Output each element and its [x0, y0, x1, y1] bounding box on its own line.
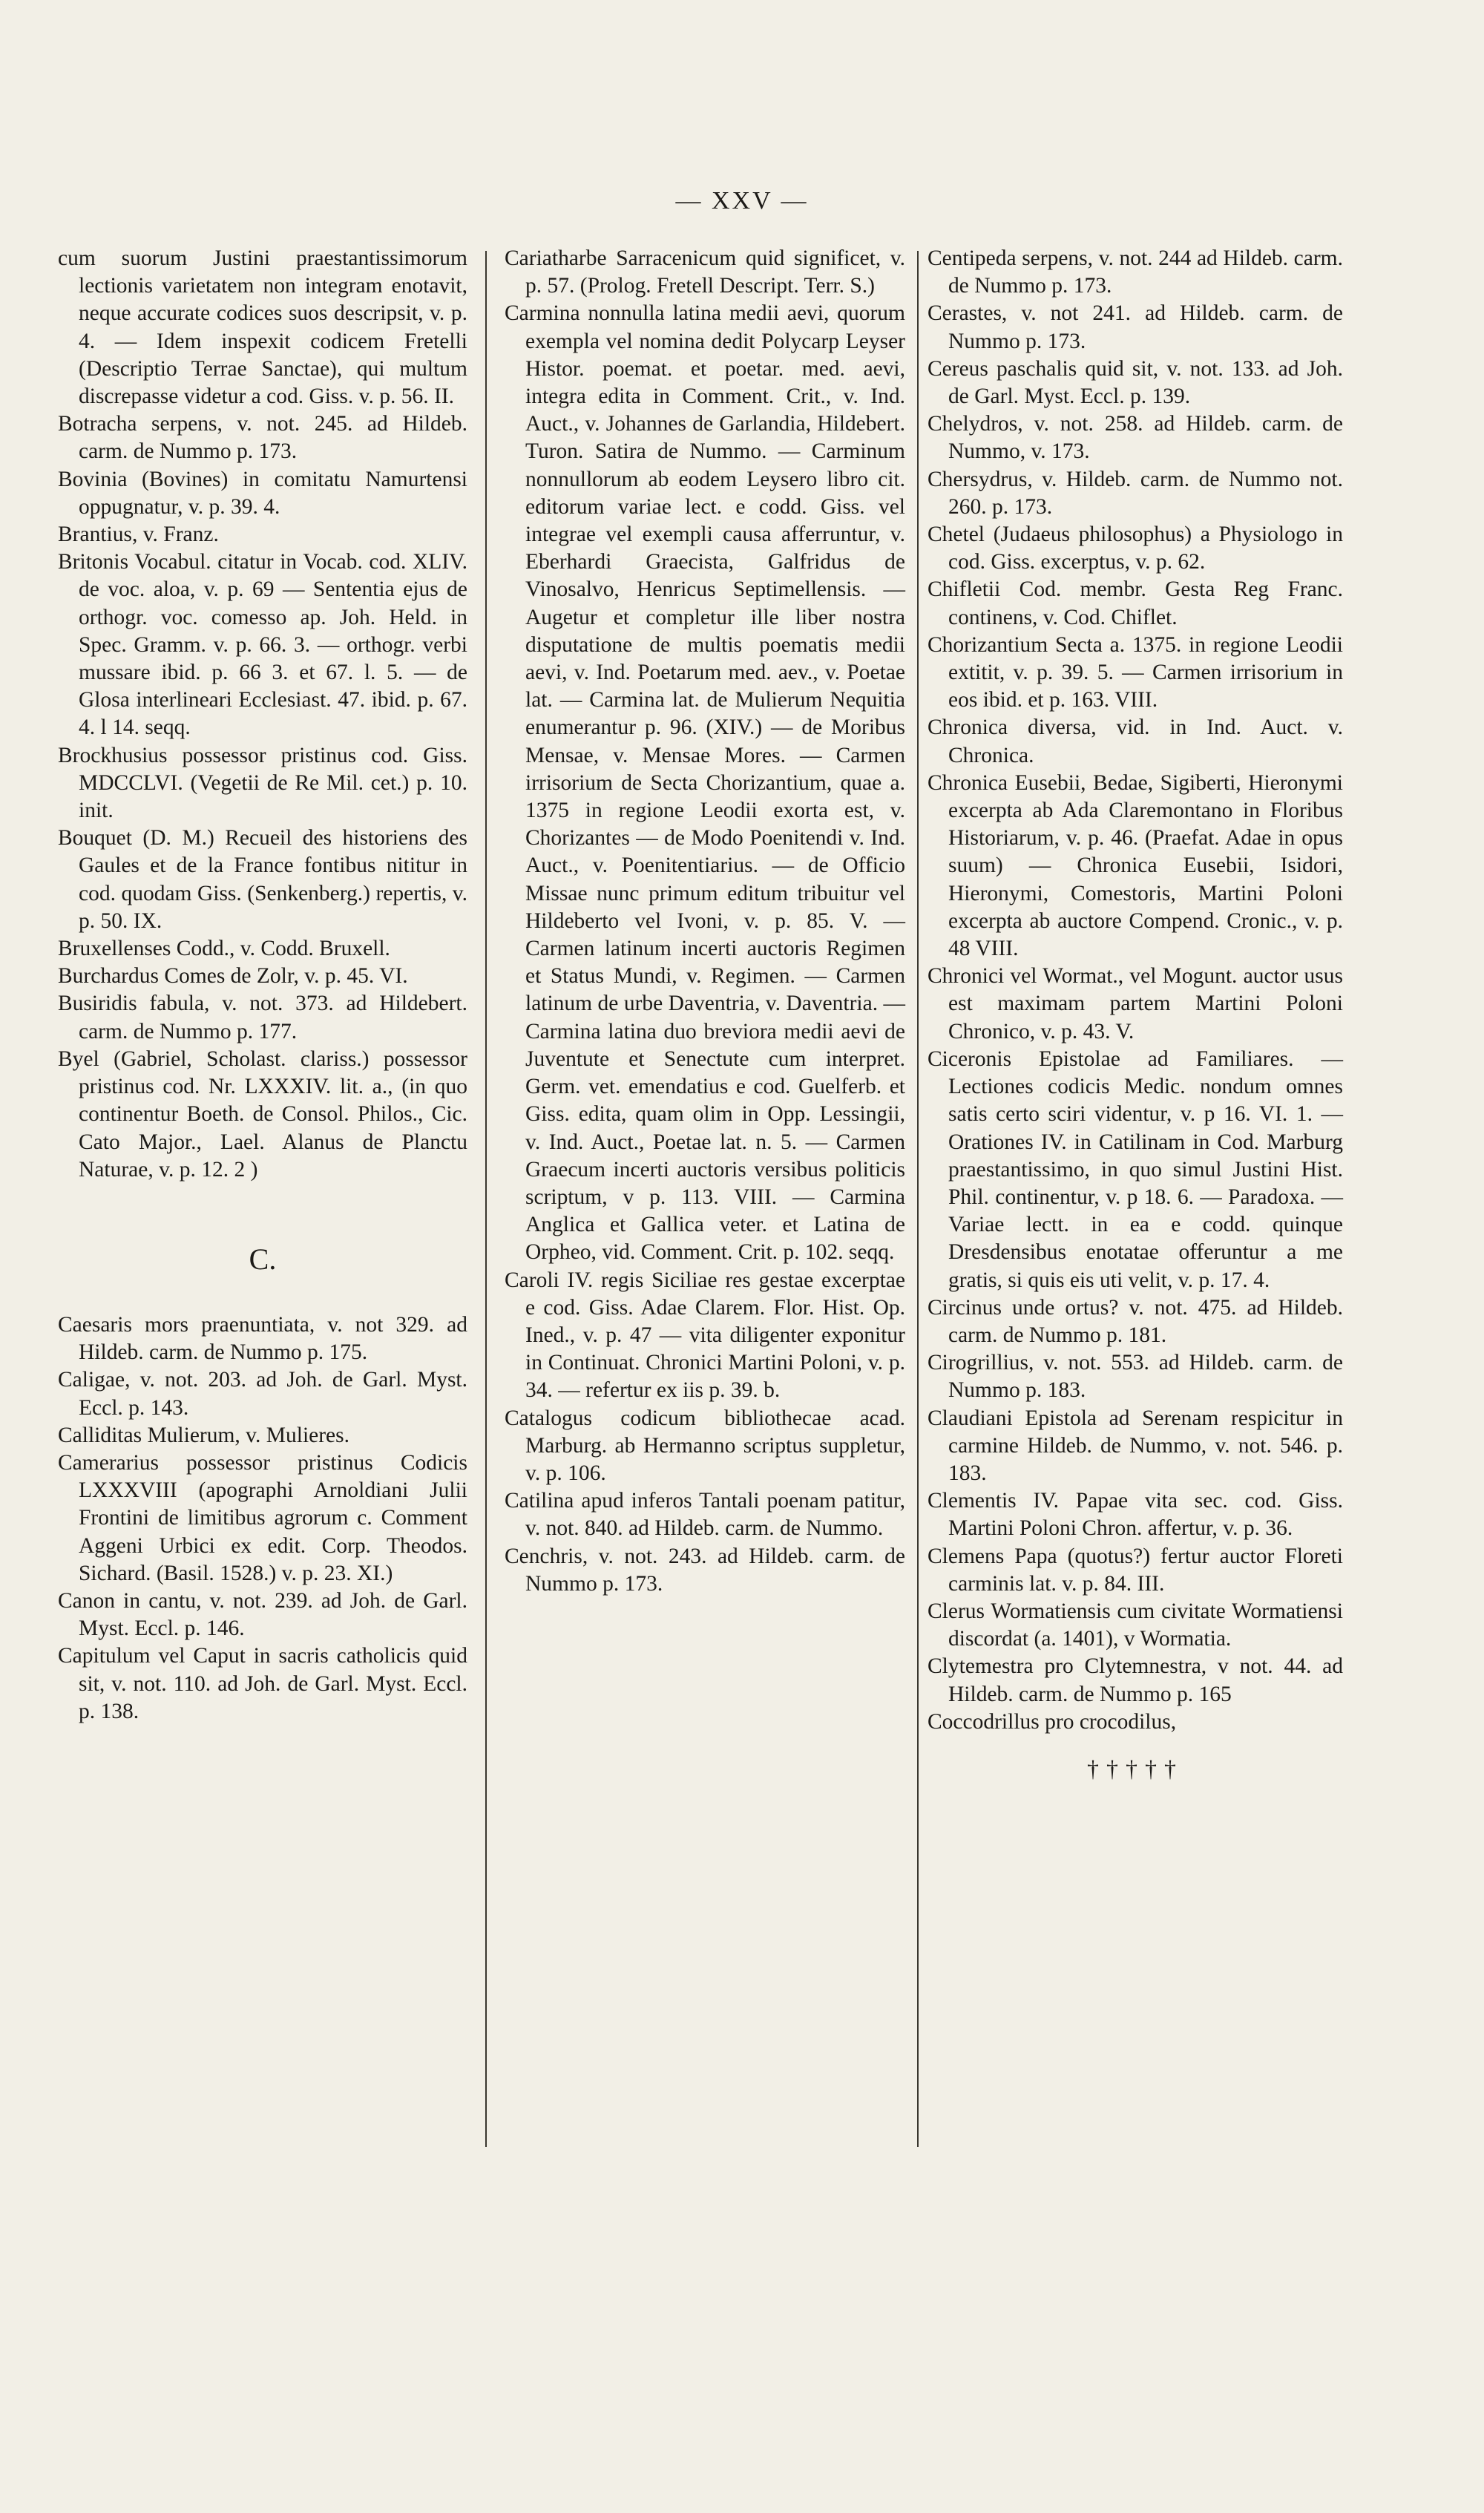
- index-entry: Caroli IV. regis Siciliae res gestae excerptae e cod. Giss. Adae Clarem. Flor. Hist. Op. Ined., v. p. 47 — vita diligenter exponitur in Continuat. Chronici Martini Poloni, v. p. 34. — refertur ex iis p. 39. b.: [505, 1268, 905, 1403]
- index-entry: Chifletii Cod. membr. Gesta Reg Franc. continens, v. Cod. Chiflet.: [928, 577, 1343, 629]
- index-entry: Cereus paschalis quid sit, v. not. 133. ad Joh. de Garl. Myst. Eccl. p. 139.: [928, 356, 1343, 409]
- index-entry: Ciceronis Epistolae ad Familiares. — Lectiones codicis Medic. nondum omnes satis certo sciri videntur, v. p 16. VI. 1. — Orationes IV. in Catilinam in Cod. Marburg praestantissimo, in quo simul Justini Hist. Phil. continentur, v. p 18. 6. — Paradoxa. — Variae lectt. in ea e codd. quinque Dresdensibus enotatae offeruntur a me gratis, si quis eis uti velit, v. p. 17. 4.: [928, 1046, 1343, 1292]
- index-entry: Chelydros, v. not. 258. ad Hildeb. carm. de Nummo, v. 173.: [928, 412, 1343, 464]
- index-entry: Bouquet (D. M.) Recueil des historiens des Gaules et de la France fontibus nititur in cod. quodam Giss. (Senkenberg.) repertis, v. p. 50. IX.: [58, 826, 467, 933]
- index-entry: Brantius, v. Franz.: [58, 522, 219, 547]
- end-ornament: †††††: [1087, 1754, 1183, 1782]
- index-entry: Chersydrus, v. Hildeb. carm. de Nummo not. 260. p. 173.: [928, 467, 1343, 519]
- index-entry: Capitulum vel Caput in sacris catholicis quid sit, v. not. 110. ad Joh. de Garl. Myst. Eccl. p. 138.: [58, 1644, 467, 1723]
- index-entry: Chetel (Judaeus philosophus) a Physiologo in cod. Giss. excerptus, v. p. 62.: [928, 522, 1343, 574]
- index-entry: Clytemestra pro Clytemnestra, v not. 44. ad Hildeb. carm. de Nummo p. 165: [928, 1654, 1343, 1706]
- index-entry: Clerus Wormatiensis cum civitate Wormatiensi discordat (a. 1401), v Wormatia.: [928, 1599, 1343, 1651]
- index-entry: Burchardus Comes de Zolr, v. p. 45. VI.: [58, 964, 408, 989]
- index-entry: Circinus unde ortus? v. not. 475. ad Hildeb. carm. de Nummo p. 181.: [928, 1295, 1343, 1347]
- column-right: [928, 245, 1343, 1783]
- index-entry: Bruxellenses Codd., v. Codd. Bruxell.: [58, 937, 390, 961]
- index-entry: Botracha serpens, v. not. 245. ad Hildeb. carm. de Nummo p. 173.: [58, 412, 467, 464]
- index-entry: Catilina apud inferos Tantali poenam patitur, v. not. 840. ad Hildeb. carm. de Nummo.: [505, 1489, 905, 1541]
- index-entry: Cenchris, v. not. 243. ad Hildeb. carm. de Nummo p. 173.: [505, 1544, 905, 1596]
- index-entry: Claudiani Epistola ad Serenam respicitur in carmine Hildeb. de Nummo, v. not. 546. p. 183.: [928, 1406, 1343, 1485]
- index-entry: Chronici vel Wormat., vel Mogunt. auctor usus est maximam partem Martini Poloni Chronico, v. p. 43. V.: [928, 964, 1343, 1043]
- index-entry: Calliditas Mulierum, v. Mulieres.: [58, 1423, 350, 1447]
- index-entry: Chronica Eusebii, Bedae, Sigiberti, Hieronymi excerpta ab Ada Claremontano in Floribus Historiarum, v. p. 46. (Praefat. Adae in opus suum) — Chronica Eusebii, Isidori, Hieronymi, Comestoris, Martini Poloni excerpta ab auctore Compend. Cronic., v. p. 48 VIII.: [928, 770, 1343, 961]
- section-heading: C.: [249, 1242, 277, 1276]
- index-entry: Camerarius possessor pristinus Codicis LXXXVIII (apographi Arnoldiani Julii Frontini de limitibus agrorum c. Comment Aggeni Urbici ex edit. Corp. Theodos. Sichard. (Basil. 1528.) v. p. 23. XI.): [58, 1450, 467, 1585]
- page-header: — XXV —: [675, 187, 809, 214]
- index-entry: Centipeda serpens, v. not. 244 ad Hildeb. carm. de Nummo p. 173.: [928, 246, 1343, 298]
- index-entry: Catalogus codicum bibliothecae acad. Marburg. ab Hermanno scriptus suppletur, v. p. 106.: [505, 1406, 905, 1485]
- index-entry: Brockhusius possessor pristinus cod. Giss. MDCCLVI. (Vegetii de Re Mil. cet.) p. 10. init.: [58, 743, 467, 823]
- index-entry: Cariatharbe Sarracenicum quid significet, v. p. 57. (Prolog. Fretell Descript. Terr. S.): [505, 246, 905, 298]
- index-entry: Caligae, v. not. 203. ad Joh. de Garl. Myst. Eccl. p. 143.: [58, 1368, 467, 1420]
- column-divider: [917, 251, 919, 2147]
- index-entry: Caesaris mors praenuntiata, v. not 329. ad Hildeb. carm. de Nummo p. 175.: [58, 1312, 467, 1365]
- index-entry: Britonis Vocabul. citatur in Vocab. cod. XLIV. de voc. aloa, v. p. 69 — Sententia ejus de orthogr. voc. comesso ap. Joh. Held. in Spec. Gramm. v. p. 66. 3. — orthogr. verbi mussare ibid. p. 66 3. et 67. l. 5. — de Glosa interlineari Ecclesiast. 47. ibid. p. 67. 4. l 14. seqq.: [58, 550, 467, 740]
- index-entry: Bovinia (Bovines) in comitatu Namurtensi oppugnatur, v. p. 39. 4.: [58, 467, 467, 519]
- column-middle: [505, 245, 905, 1598]
- index-entry: Cerastes, v. not 241. ad Hildeb. carm. de Nummo p. 173.: [928, 301, 1343, 353]
- index-entry: Cirogrillius, v. not. 553. ad Hildeb. carm. de Nummo p. 183.: [928, 1351, 1343, 1403]
- index-entry: Chorizantium Secta a. 1375. in regione Leodii extitit, v. p. 39. 5. — Carmen irrisorium in eos ibid. et p. 163. VIII.: [928, 632, 1343, 712]
- index-entry: Clementis IV. Papae vita sec. cod. Giss. Martini Poloni Chron. affertur, v. p. 36.: [928, 1489, 1343, 1541]
- index-entry: Busiridis fabula, v. not. 373. ad Hildebert. carm. de Nummo p. 177.: [58, 992, 467, 1043]
- index-entry: Canon in cantu, v. not. 239. ad Joh. de Garl. Myst. Eccl. p. 146.: [58, 1588, 467, 1641]
- index-entry: Byel (Gabriel, Scholast. clariss.) possessor pristinus cod. Nr. LXXXIV. lit. a., (in quo continentur Boeth. de Consol. Philos., Cic. Cato Major., Lael. Alanus de Planctu Naturae, v. p. 12. 2 ): [58, 1046, 467, 1182]
- column-left: [58, 245, 467, 1726]
- column-divider: [485, 251, 487, 2147]
- index-entry: Clemens Papa (quotus?) fertur auctor Floreti carminis lat. v. p. 84. III.: [928, 1544, 1343, 1596]
- index-entry: Coccodrillus pro crocodilus,: [928, 1709, 1177, 1734]
- index-entry: Chronica diversa, vid. in Ind. Auct. v. Chronica.: [928, 715, 1343, 767]
- index-entry: Carmina nonnulla latina medii aevi, quorum exempla vel nomina dedit Polycarp Leyser Histor. poemat. et poetar. med. aevi, integra edita in Comment. Crit., v. Ind. Auct., v. Johannes de Garlandia, Hildebert. Turon. Satira de Nummo. — Carminum nonnullorum ab eodem Leysero libro cit. editorum variae lect. e codd. Giss. vel integrae vel exempli causa afferruntur, v. Eberhardi Graecista, Galfridus de Vinosalvo, Henricus Septimellensis. — Augetur et completur ille liber nostra disputatione de multis poematis medii aevi, v. Ind. Poetarum med. aev., v. Poetae lat. — Carmina lat. de Mulierum Nequitia enumerantur p. 96. (XIV.) — de Moribus Mensae, v. Mensae Mores. — Carmen irrisorium de Secta Chorizantium, quae a. 1375 in regione Leodii exorta est, v. Chorizantes — de Modo Poenitendi v. Ind. Auct., v. Poenitentiarius. — de Officio Missae nunc primum editum tribuitur vel Hildeberto vel Ivoni, v. p. 85. V. — Carmen latinum incerti auctoris Regimen et Status Mundi, v. Regimen. — Carmen latinum de urbe Daventria, v. Daventria. — Carmina latina duo breviora medii aevi de Juventute et Senectute cum interpret. Germ. vet. emendatius e cod. Guelferb. et Giss. edita, quam olim in Opp. Lessingii, v. Ind. Auct., Poetae lat. n. 5. — Carmen Graecum incerti auctoris versibus politicis scriptum, v p. 113. VIII. — Carmina Anglica et Gallica veter. et Latina de Orpheo, vid. Comment. Crit. p. 102. seqq.: [505, 301, 905, 1265]
- index-entry: cum suorum Justini praestantissimorum lectionis varietatem non integram enotavit, neque accurate codices suos descripsit, v. p. 4. — Idem inspexit codicem Fretelli (Descriptio Terrae Sanctae), qui multum discrepasse videtur a cod. Giss. v. p. 56. II.: [58, 246, 467, 409]
